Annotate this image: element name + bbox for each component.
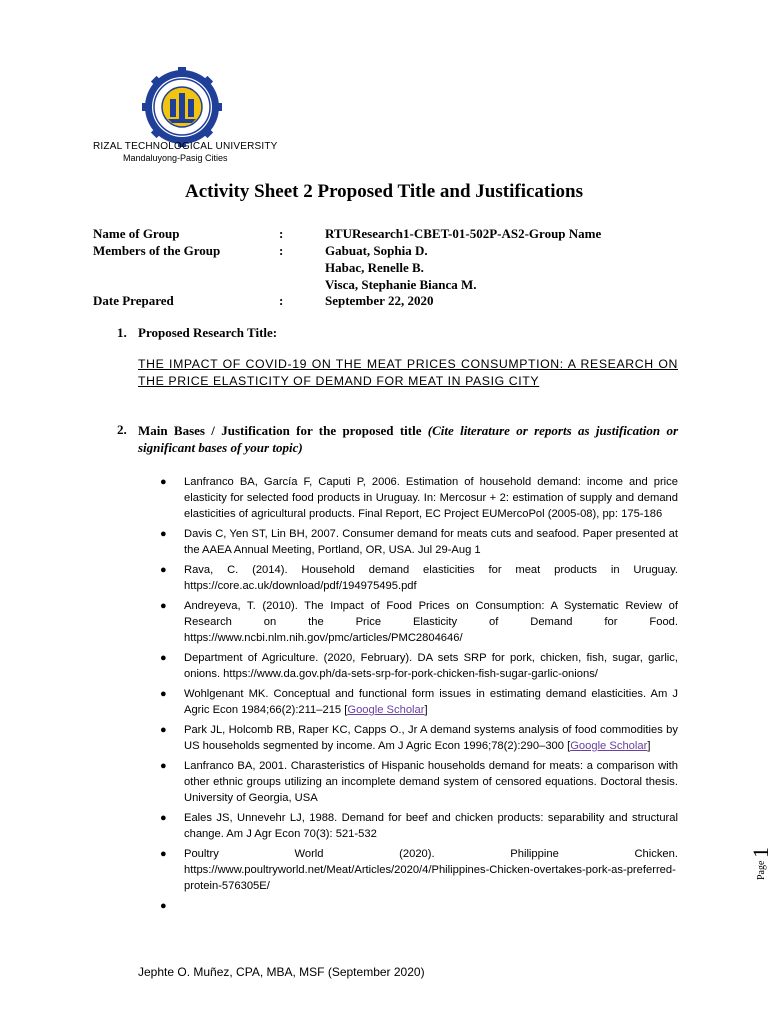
members-colon: : (279, 243, 284, 258)
list-item (160, 562, 678, 594)
member-name: Habac, Renelle B. (325, 260, 424, 275)
list-item (160, 598, 678, 646)
reference-text: Davis C, Yen ST, Lin BH, 2007. Consumer demand for meats cuts and seafood. Paper presented at the AAEA Annual Meeting, Portland, OR, USA. Jul 29-Aug 1 (184, 528, 678, 556)
reference-text: Eales JS, Unnevehr LJ, 1988. Demand for beef and chicken products: separability and structural change. Am J Agr Econ 70(3): 521-532 (184, 812, 678, 840)
bullet-icon: ● (160, 688, 167, 700)
reference-text: Poultry World (2020). Philippine Chicken. https://www.poultryworld.net/Meat/Articles/2020/4/Philippines-Chicken-overtakes-pork-as-preferred-protein-576305E/ (184, 848, 678, 892)
list-item (160, 722, 678, 754)
bullet-icon: ● (160, 652, 167, 664)
list-item (160, 898, 678, 914)
bullet-icon: ● (160, 600, 167, 612)
reference-text: Andreyeva, T. (2010). The Impact of Food Prices on Consumption: A Systematic Review of Research on the Price Elasticity of Demand for Food. https://www.ncbi.nlm.nih.gov/pmc/articles/PMC2804646/ (184, 600, 678, 644)
footer-author: Jephte O. Muñez, CPA, MBA, MSF (September 2020) (138, 965, 425, 979)
group-name-value: RTUResearch1-CBET-01-502P-AS2-Group Name (325, 226, 602, 241)
bullet-icon: ● (160, 528, 167, 540)
date-value: September 22, 2020 (325, 293, 434, 308)
reference-text: Wohlgenant MK. Conceptual and functional form issues in estimating demand elasticities. Am J Agric Econ 1984;66(2):211–215 [ (184, 688, 678, 716)
university-name: RIZAL TECHNOLOGICAL UNIVERSITY (93, 141, 278, 152)
list-item (160, 474, 678, 522)
university-city: Mandaluyong-Pasig Cities (123, 153, 228, 163)
list-item (160, 650, 678, 682)
group-name-colon: : (279, 226, 284, 241)
google-scholar-link[interactable]: Google Scholar (570, 740, 648, 752)
reference-text: Lanfranco BA, 2001. Charasteristics of Hispanic households demand for meats: a comparison with other ethnic groups utilizing an incomplete demand system of censored equations. Doctoral thesis. University of Georgia, USA (184, 760, 678, 804)
document-title: Activity Sheet 2 Proposed Title and Justifications (185, 181, 583, 202)
section-2-heading-note: (Cite literature or reports as justification or significant bases of your topic) (138, 423, 678, 455)
member-name: Visca, Stephanie Bianca M. (325, 277, 477, 292)
list-item (160, 810, 678, 842)
reference-suffix: ] (424, 704, 428, 716)
bullet-icon: ● (160, 724, 167, 736)
page-number-value: 1 (748, 847, 773, 859)
bullet-icon: ● (160, 760, 167, 772)
bullet-icon: ● (160, 848, 167, 860)
google-scholar-link[interactable]: Google Scholar (347, 704, 425, 716)
section-1-number: 1. (117, 325, 127, 340)
bullet-icon: ● (160, 564, 167, 576)
list-item (160, 686, 678, 718)
proposed-research-title: THE IMPACT OF COVID-19 ON THE MEAT PRICES CONSUMPTION: A RESEARCH ON THE PRICE ELASTICITY OF DEMAND FOR MEAT IN PASIG CITY (138, 357, 678, 388)
reference-text: Department of Agriculture. (2020, February). DA sets SRP for pork, chicken, fish, sugar, garlic, onions. https://www.da.gov.ph/da-sets-srp-for-pork-chicken-fish-sugar-garlic-onions/ (184, 652, 678, 680)
bullet-icon: ● (160, 812, 167, 824)
section-2-heading-text: Main Bases / Justification for the proposed title (138, 423, 422, 438)
date-colon: : (279, 293, 284, 308)
page-number (748, 847, 774, 880)
section-2-number: 2. (117, 422, 127, 437)
page-label-text: Page (756, 860, 767, 880)
reference-text: Park JL, Holcomb RB, Raper KC, Capps O., Jr A demand systems analysis of food commodities by US households segmented by income. Am J Agric Econ 1996;78(2):290–300 [ (184, 724, 678, 752)
university-logo (134, 68, 230, 146)
group-name-label: Name of Group (93, 226, 180, 241)
section-2-heading (138, 422, 678, 456)
reference-suffix: ] (647, 740, 651, 752)
members-label: Members of the Group (93, 243, 221, 258)
date-label: Date Prepared (93, 293, 174, 308)
section-1-heading: Proposed Research Title: (138, 325, 278, 340)
member-name: Gabuat, Sophia D. (325, 243, 428, 258)
bullet-icon: ● (160, 476, 167, 488)
bullet-icon: ● (160, 900, 167, 912)
list-item (160, 846, 678, 894)
list-item (160, 526, 678, 558)
reference-text: Lanfranco BA, García F, Caputi P, 2006. Estimation of household demand: income and price elasticity for selected food products in Uruguay. In: Mercosur + 2: estimation of supply and demand elasticities of agricultural products. Final Report, EC Project EUMercoPol (2005-08), pp: 175-186 (184, 476, 678, 520)
reference-text: Rava, C. (2014). Household demand elasticities for meat products in Uruguay. https://core.ac.uk/download/pdf/194975495.pdf (184, 564, 678, 592)
reference-list (160, 474, 678, 918)
list-item (160, 758, 678, 806)
